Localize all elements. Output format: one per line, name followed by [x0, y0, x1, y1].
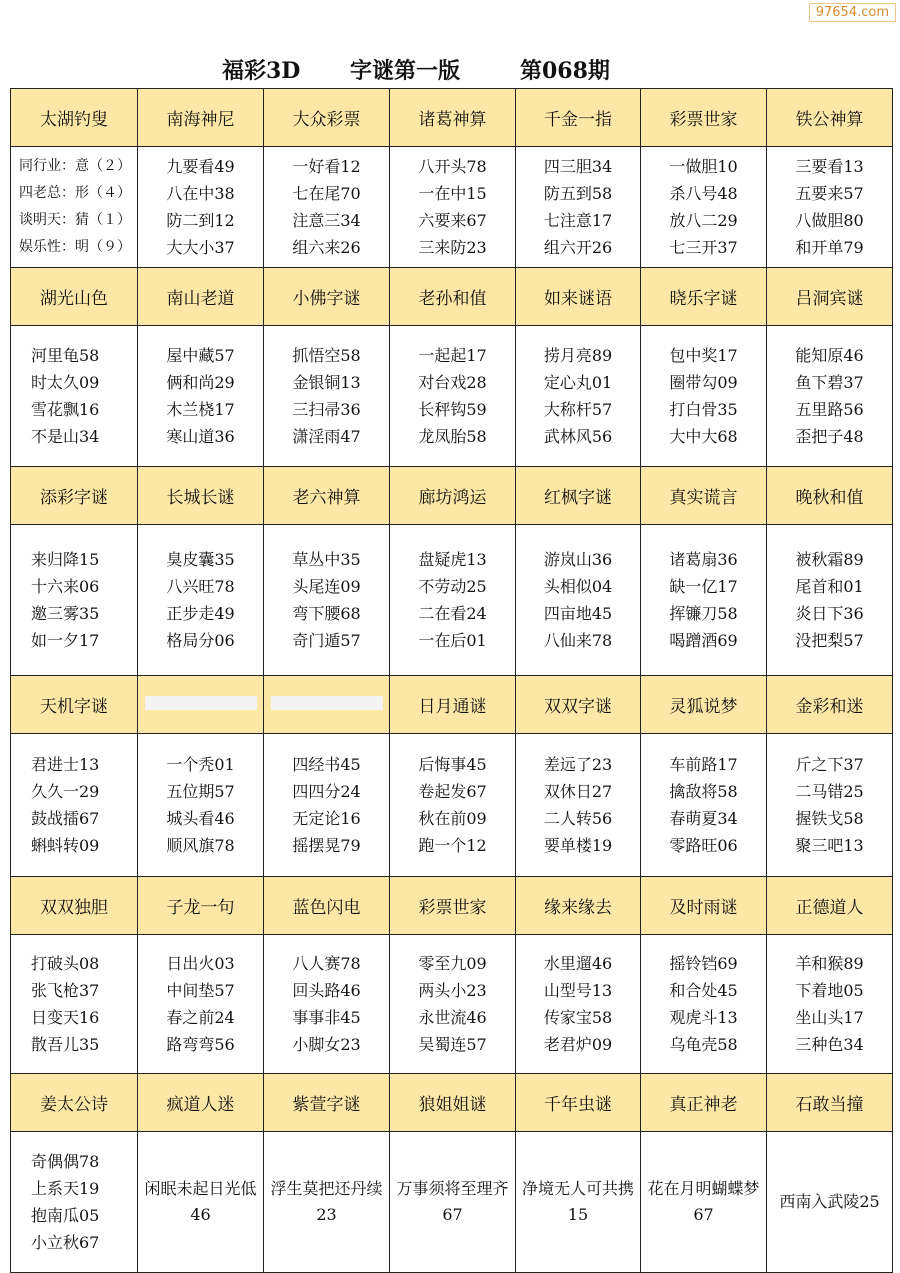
riddle-line: 八仙来78 — [543, 631, 613, 650]
riddle-line: 武林风56 — [543, 427, 613, 446]
riddle-line: 奇门遁57 — [292, 631, 361, 650]
column-source-name: 小佛字谜 — [264, 268, 390, 326]
riddle-line: 河里龟58 — [31, 346, 100, 365]
riddle-line: 一起起17 — [418, 346, 487, 365]
column-source-name: 廊坊鸿运 — [390, 467, 516, 525]
riddle-line: 包中奖17 — [669, 346, 738, 365]
riddle-line: 谈明天：猜（１） — [19, 212, 131, 228]
header-row — [11, 877, 893, 935]
riddle-line: 头相似04 — [543, 577, 613, 596]
riddle-row — [11, 734, 893, 877]
riddle-line: 如一夕17 — [31, 631, 100, 650]
riddle-cell — [138, 147, 264, 268]
riddle-cell — [390, 525, 516, 676]
header-row — [11, 1074, 893, 1132]
riddle-line: 木兰桡17 — [166, 400, 235, 419]
riddle-line: 弯下腰68 — [292, 604, 361, 623]
riddle-line: 顺风旗78 — [166, 836, 235, 855]
column-source-name: 真正神老 — [641, 1074, 767, 1132]
column-source-name — [264, 676, 390, 734]
riddle-line: 三扫帚36 — [292, 400, 361, 419]
riddle-cell — [264, 147, 390, 268]
riddle-line: 二马错25 — [795, 782, 864, 801]
riddle-line: 被秋霜89 — [795, 550, 864, 569]
riddle-row — [11, 525, 893, 676]
riddle-line: 羊和猴89 — [795, 954, 864, 973]
column-source-name: 天机字谜 — [11, 676, 138, 734]
riddle-line: 下着地05 — [795, 981, 864, 1000]
column-source-name: 南山老道 — [138, 268, 264, 326]
column-source-name: 金彩和迷 — [767, 676, 893, 734]
riddle-line: 诸葛扇36 — [669, 550, 738, 569]
riddle-line: 蝌蚪转09 — [31, 836, 100, 855]
riddle-cell — [264, 525, 390, 676]
riddle-line: 大中大68 — [669, 427, 738, 446]
riddle-line: 打破头08 — [31, 954, 100, 973]
column-source-name: 南海神尼 — [138, 89, 264, 147]
riddle-line: 摇摆晃79 — [292, 836, 361, 855]
page-title: 字谜第一版 — [350, 58, 461, 84]
riddle-line: 春萌夏34 — [669, 809, 738, 828]
riddle-line: 事事非45 — [292, 1008, 361, 1027]
riddle-line: 三来防23 — [418, 238, 487, 257]
riddle-row — [11, 1132, 893, 1273]
riddle-line: 三种色34 — [795, 1035, 864, 1054]
riddle-line: 吴蜀连57 — [418, 1035, 487, 1054]
riddle-cell — [767, 525, 893, 676]
obscured-source-name — [145, 696, 257, 710]
riddle-cell — [264, 935, 390, 1074]
column-source-name: 红枫字谜 — [516, 467, 641, 525]
riddle-line: 寒山道36 — [166, 427, 235, 446]
riddle-line: 浮生莫把还丹续23 — [270, 1179, 383, 1224]
riddle-line: 组六开26 — [543, 238, 613, 257]
riddle-line: 聚三吧13 — [795, 836, 864, 855]
riddle-line: 城头看46 — [166, 809, 235, 828]
riddle-cell — [11, 935, 138, 1074]
lottery-brand: 福彩3D — [222, 58, 301, 84]
column-source-name: 狼姐姐谜 — [390, 1074, 516, 1132]
riddle-line: 二在看24 — [418, 604, 487, 623]
riddle-line: 来归降15 — [31, 550, 100, 569]
column-source-name: 千年虫谜 — [516, 1074, 641, 1132]
riddle-line: 净境无人可共携15 — [521, 1179, 634, 1224]
riddle-cell — [138, 935, 264, 1074]
riddle-line: 跑一个12 — [418, 836, 487, 855]
riddle-line: 日变天16 — [31, 1008, 100, 1027]
riddle-line: 格局分06 — [166, 631, 235, 650]
riddle-line: 游岚山36 — [543, 550, 613, 569]
riddle-line: 七在尾70 — [292, 184, 361, 203]
riddle-line: 同行业：意（２） — [19, 158, 131, 174]
riddle-cell — [138, 525, 264, 676]
riddle-line: 擒敌将58 — [669, 782, 738, 801]
column-source-name: 太湖钓叟 — [11, 89, 138, 147]
riddle-line: 长秤钩59 — [418, 400, 487, 419]
column-source-name: 老孙和值 — [390, 268, 516, 326]
riddle-cell — [516, 147, 641, 268]
column-source-name: 日月通谜 — [390, 676, 516, 734]
riddle-line: 散吾儿35 — [31, 1035, 100, 1054]
riddle-row — [11, 935, 893, 1074]
column-source-name: 如来谜语 — [516, 268, 641, 326]
riddle-line: 俩和尚29 — [166, 373, 235, 392]
riddle-row — [11, 326, 893, 467]
riddle-line: 张飞枪37 — [31, 981, 100, 1000]
riddle-line: 摇铃铛69 — [669, 954, 738, 973]
column-source-name: 铁公神算 — [767, 89, 893, 147]
column-source-name: 缘来缘去 — [516, 877, 641, 935]
column-source-name: 长城长谜 — [138, 467, 264, 525]
column-source-name: 真实谎言 — [641, 467, 767, 525]
riddle-line: 西南入武陵25 — [779, 1192, 880, 1211]
riddle-line: 抓悟空58 — [292, 346, 361, 365]
riddle-cell — [264, 734, 390, 877]
riddle-line: 放八二29 — [669, 211, 738, 230]
riddle-line: 雪花飘16 — [31, 400, 100, 419]
riddle-cell — [641, 1132, 767, 1273]
riddle-cell — [767, 147, 893, 268]
column-source-name: 灵狐说梦 — [641, 676, 767, 734]
page-header — [0, 50, 900, 86]
riddle-line: 防二到12 — [166, 211, 235, 230]
riddle-line: 注意三34 — [292, 211, 361, 230]
riddle-line: 八做胆80 — [795, 211, 864, 230]
riddle-cell — [390, 935, 516, 1074]
header-row — [11, 467, 893, 525]
column-source-name: 蓝色闪电 — [264, 877, 390, 935]
riddle-line: 小立秋67 — [31, 1233, 100, 1252]
riddle-line: 定心丸01 — [543, 373, 613, 392]
riddle-line: 挥镰刀58 — [669, 604, 738, 623]
riddle-line: 正步走49 — [166, 604, 235, 623]
riddle-line: 四老总：形（４） — [19, 185, 131, 201]
riddle-line: 大称杆57 — [543, 400, 613, 419]
riddle-line: 久久一29 — [31, 782, 100, 801]
riddle-line: 炎日下36 — [795, 604, 864, 623]
riddle-line: 不是山34 — [31, 427, 100, 446]
riddle-line: 七注意17 — [543, 211, 613, 230]
riddle-line: 捞月亮89 — [543, 346, 613, 365]
column-source-name: 诸葛神算 — [390, 89, 516, 147]
riddle-line: 臭皮囊35 — [166, 550, 235, 569]
riddle-line: 八在中38 — [166, 184, 235, 203]
obscured-source-name — [271, 696, 383, 710]
riddle-cell — [11, 1132, 138, 1273]
riddle-cell — [767, 1132, 893, 1273]
riddle-line: 观虎斗13 — [669, 1008, 738, 1027]
riddle-cell — [641, 147, 767, 268]
riddle-line: 打白骨35 — [669, 400, 738, 419]
riddle-line: 鱼下碧37 — [795, 373, 864, 392]
riddle-line: 五里路56 — [795, 400, 864, 419]
riddle-line: 奇偶偶78 — [31, 1152, 100, 1171]
riddle-line: 传家宝58 — [543, 1008, 613, 1027]
riddle-line: 四亩地45 — [543, 604, 613, 623]
riddle-line: 草丛中35 — [292, 550, 361, 569]
riddle-line: 后悔事45 — [418, 755, 487, 774]
riddle-cell — [767, 935, 893, 1074]
riddle-line: 对台戏28 — [418, 373, 487, 392]
riddle-line: 和合处45 — [669, 981, 738, 1000]
riddle-line: 和开单79 — [795, 238, 864, 257]
riddle-line: 八开头78 — [418, 157, 487, 176]
riddle-line: 君进士13 — [31, 755, 100, 774]
riddle-cell — [641, 935, 767, 1074]
riddle-cell — [767, 734, 893, 877]
column-source-name: 湖光山色 — [11, 268, 138, 326]
riddle-line: 山型号13 — [543, 981, 613, 1000]
column-source-name: 添彩字谜 — [11, 467, 138, 525]
riddle-line: 四四分24 — [292, 782, 361, 801]
riddle-line: 金银铜13 — [292, 373, 361, 392]
riddle-line: 春之前24 — [166, 1008, 235, 1027]
column-source-name: 紫萱字谜 — [264, 1074, 390, 1132]
riddle-line: 差远了23 — [543, 755, 613, 774]
riddle-line: 五要来57 — [795, 184, 864, 203]
riddle-line: 时太久09 — [31, 373, 100, 392]
riddle-cell — [767, 326, 893, 467]
site-watermark: 97654.com — [809, 3, 896, 22]
riddle-line: 杀八号48 — [669, 184, 738, 203]
riddle-cell — [516, 525, 641, 676]
riddle-line: 握铁戈58 — [795, 809, 864, 828]
riddle-line: 三要看13 — [795, 157, 864, 176]
riddle-line: 抱南瓜05 — [31, 1206, 100, 1225]
riddle-line: 十六来06 — [31, 577, 100, 596]
column-source-name: 子龙一句 — [138, 877, 264, 935]
column-source-name: 大众彩票 — [264, 89, 390, 147]
riddle-line: 五位期57 — [166, 782, 235, 801]
riddle-line: 小脚女23 — [292, 1035, 361, 1054]
riddle-line: 回头路46 — [292, 981, 361, 1000]
column-source-name: 老六神算 — [264, 467, 390, 525]
riddle-cell — [516, 734, 641, 877]
riddle-cell — [11, 525, 138, 676]
riddle-line: 七三开37 — [669, 238, 738, 257]
column-source-name: 双双字谜 — [516, 676, 641, 734]
riddle-line: 八人赛78 — [292, 954, 361, 973]
riddle-line: 娱乐性：明（９） — [19, 239, 131, 255]
riddle-cell — [390, 1132, 516, 1273]
riddle-line: 斤之下37 — [795, 755, 864, 774]
riddle-cell — [390, 326, 516, 467]
riddle-line: 头尾连09 — [292, 577, 361, 596]
riddle-line: 一在后01 — [418, 631, 487, 650]
header-row — [11, 89, 893, 147]
riddle-cell — [138, 1132, 264, 1273]
riddle-line: 上系天19 — [31, 1179, 100, 1198]
riddle-line: 永世流46 — [418, 1008, 487, 1027]
riddle-cell — [264, 1132, 390, 1273]
riddle-cell — [11, 734, 138, 877]
riddle-line: 大大小37 — [166, 238, 235, 257]
riddle-line: 秋在前09 — [418, 809, 487, 828]
column-source-name — [138, 676, 264, 734]
riddle-line: 圈带勾09 — [669, 373, 738, 392]
riddle-cell — [641, 326, 767, 467]
riddle-line: 水里遛46 — [543, 954, 613, 973]
riddle-line: 闲眠未起日光低46 — [144, 1179, 257, 1224]
riddle-line: 龙凤胎58 — [418, 427, 487, 446]
riddle-line: 花在月明蝴蝶梦67 — [647, 1179, 760, 1224]
riddle-line: 日出火03 — [166, 954, 235, 973]
riddle-line: 卷起发67 — [418, 782, 487, 801]
column-source-name: 吕洞宾谜 — [767, 268, 893, 326]
riddle-cell — [516, 1132, 641, 1273]
riddle-line: 防五到58 — [543, 184, 613, 203]
riddle-line: 喝蹭酒69 — [669, 631, 738, 650]
riddle-cell — [11, 147, 138, 268]
riddle-cell — [264, 326, 390, 467]
riddle-cell — [138, 326, 264, 467]
issue-number: 第068期 — [520, 58, 610, 84]
riddle-line: 零路旺06 — [669, 836, 738, 855]
riddle-cell — [11, 326, 138, 467]
riddle-line: 二人转56 — [543, 809, 613, 828]
riddle-line: 一在中15 — [418, 184, 487, 203]
riddle-cell — [516, 935, 641, 1074]
riddle-cell — [641, 734, 767, 877]
column-source-name: 姜太公诗 — [11, 1074, 138, 1132]
riddle-line: 要单楼19 — [543, 836, 613, 855]
riddle-line: 八兴旺78 — [166, 577, 235, 596]
riddle-line: 一做胆10 — [669, 157, 738, 176]
riddle-table — [10, 88, 893, 1273]
riddle-line: 无定论16 — [292, 809, 361, 828]
riddle-line: 能知原46 — [795, 346, 864, 365]
riddle-line: 尾首和01 — [795, 577, 864, 596]
column-source-name: 彩票世家 — [390, 877, 516, 935]
riddle-line: 车前路17 — [669, 755, 738, 774]
riddle-line: 盘疑虎13 — [418, 550, 487, 569]
riddle-line: 缺一亿17 — [669, 577, 738, 596]
header-row — [11, 268, 893, 326]
riddle-line: 四经书45 — [292, 755, 361, 774]
column-source-name: 疯道人迷 — [138, 1074, 264, 1132]
riddle-cell — [390, 147, 516, 268]
riddle-cell — [390, 734, 516, 877]
riddle-line: 九要看49 — [166, 157, 235, 176]
riddle-cell — [516, 326, 641, 467]
riddle-line: 邀三雾35 — [31, 604, 100, 623]
riddle-line: 歪把子48 — [795, 427, 864, 446]
riddle-line: 两头小23 — [418, 981, 487, 1000]
riddle-line: 没把梨57 — [795, 631, 864, 650]
riddle-cell — [641, 525, 767, 676]
riddle-line: 四三胆34 — [543, 157, 613, 176]
riddle-line: 一个秃01 — [166, 755, 235, 774]
riddle-line: 鼓战擂67 — [31, 809, 100, 828]
column-source-name: 晓乐字谜 — [641, 268, 767, 326]
column-source-name: 彩票世家 — [641, 89, 767, 147]
column-source-name: 石敢当撞 — [767, 1074, 893, 1132]
riddle-line: 中间垫57 — [166, 981, 235, 1000]
riddle-line: 老君炉09 — [543, 1035, 613, 1054]
riddle-line: 一好看12 — [292, 157, 361, 176]
riddle-line: 零至九09 — [418, 954, 487, 973]
riddle-cell — [138, 734, 264, 877]
column-source-name: 正德道人 — [767, 877, 893, 935]
column-source-name: 及时雨谜 — [641, 877, 767, 935]
column-source-name: 千金一指 — [516, 89, 641, 147]
riddle-row — [11, 147, 893, 268]
column-source-name: 晚秋和值 — [767, 467, 893, 525]
header-row — [11, 676, 893, 734]
riddle-line: 六要来67 — [418, 211, 487, 230]
riddle-line: 双休日27 — [543, 782, 613, 801]
riddle-line: 组六来26 — [292, 238, 361, 257]
riddle-line: 路弯弯56 — [166, 1035, 235, 1054]
riddle-line: 潇淫雨47 — [292, 427, 361, 446]
riddle-line: 屋中藏57 — [166, 346, 235, 365]
riddle-line: 坐山头17 — [795, 1008, 864, 1027]
riddle-line: 万事须将至理齐67 — [396, 1179, 509, 1224]
riddle-line: 乌龟壳58 — [669, 1035, 738, 1054]
column-source-name: 双双独胆 — [11, 877, 138, 935]
riddle-line: 不劳动25 — [418, 577, 487, 596]
